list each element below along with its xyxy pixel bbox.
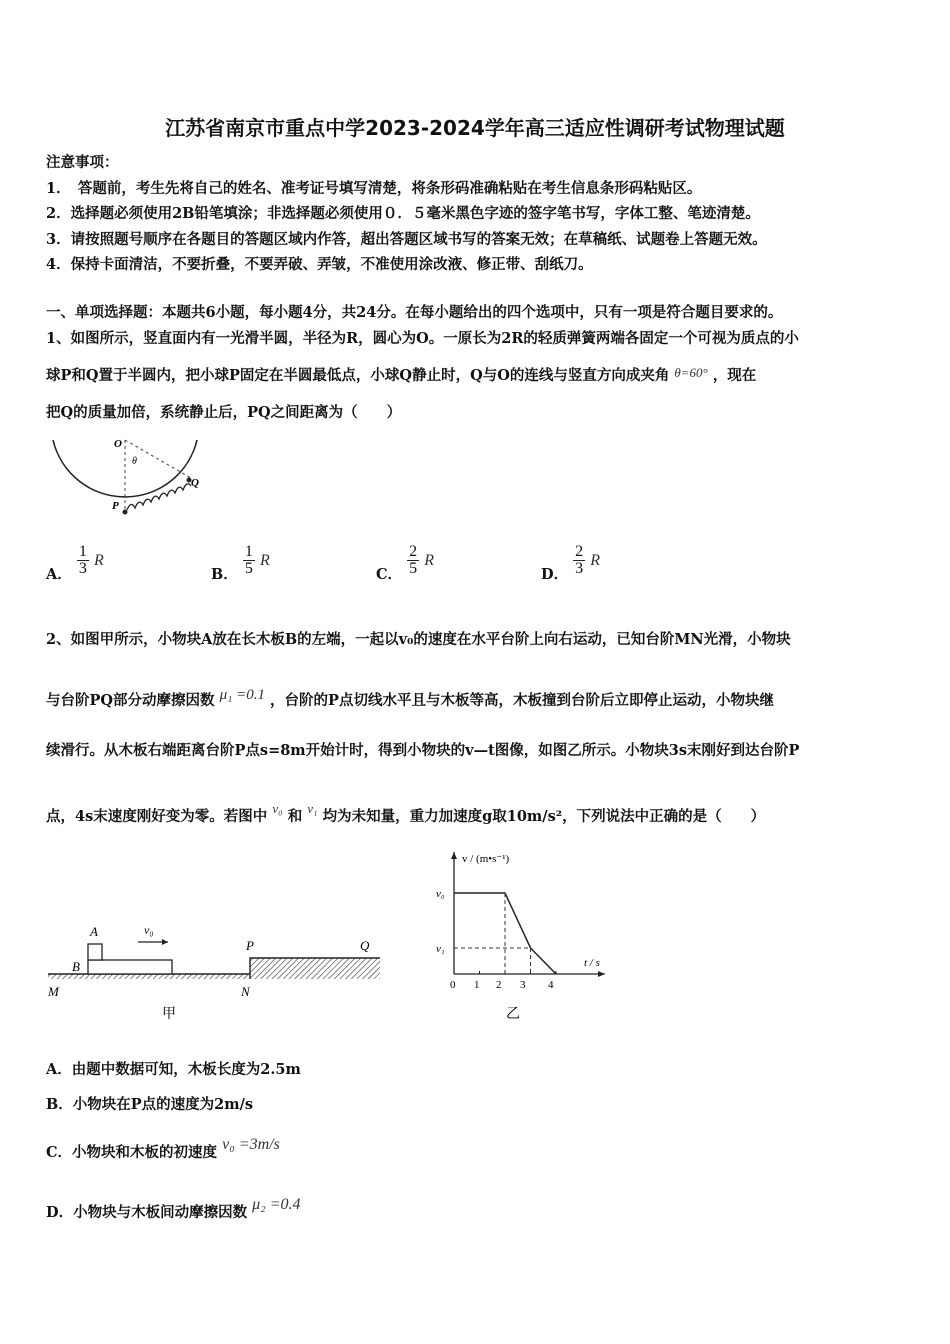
notice-item: 3．请按照题号顺序在各题目的答题区域内作答，超出答题区域书写的答案无效；在草稿纸、试题卷上答题无效。 xyxy=(46,231,767,248)
block-a xyxy=(88,944,102,960)
fraction: $\frac{2}{5}$ xyxy=(409,543,418,577)
fig-jia xyxy=(44,918,389,1028)
q2-line3: 续滑行。从木板右端距离台阶P点s=8m开始计时，得到小物块的v—t图像，如图乙所示。小物块3s末刚好到达台阶P xyxy=(46,742,800,759)
q1-line2 xyxy=(46,364,756,385)
series-line-v xyxy=(454,893,556,974)
arrow-head xyxy=(162,939,168,945)
notice-heading: 注意事项： xyxy=(46,154,119,171)
x-tick-label: 0 xyxy=(450,979,456,991)
fraction: $\frac{1}{5}$ xyxy=(244,543,253,577)
fraction: $\frac{1}{3}$ xyxy=(78,543,87,577)
label-m: M xyxy=(48,984,59,999)
y-axis-arrow xyxy=(451,852,457,859)
ball-p xyxy=(123,510,128,515)
fig-yi-chart xyxy=(420,842,620,1027)
x-tick-label: 1 xyxy=(474,979,480,991)
label-q: Q xyxy=(360,938,370,953)
q1-line3: 把Q的质量加倍，系统静止后，PQ之间距离为（ ） xyxy=(46,404,402,421)
mu1-value: μ₁ =0.1 xyxy=(219,687,265,703)
label-n: N xyxy=(241,984,250,999)
q1-option-b[interactable]: B． $\frac{1}{5}$ R xyxy=(211,543,270,583)
label-v0: v₀ xyxy=(144,923,154,937)
caption-yi: 乙 xyxy=(506,1007,520,1022)
board-b xyxy=(88,960,172,974)
caption-jia: 甲 xyxy=(162,1007,176,1022)
step-pq xyxy=(250,958,380,979)
q1-option-a[interactable]: A． $\frac{1}{3}$ R xyxy=(46,543,104,583)
label-o: O xyxy=(114,438,122,450)
q1-line1: 1、如图所示，竖直面内有一光滑半圆，半径为R，圆心为O。一原长为2R的轻质弹簧两端各固定一个可视为质点的小 xyxy=(46,330,799,347)
q1-figure xyxy=(48,432,208,522)
q2-option-c[interactable]: C．小物块和木板的初速度 v₀ =3m/s xyxy=(46,1136,280,1161)
x-axis-label: t / s xyxy=(584,957,600,969)
label-theta: θ xyxy=(132,456,137,467)
section-heading: 一、单项选择题：本题共6小题，每小题4分，共24分。在每小题给出的四个选项中，只有一项是符合题目要求的。 xyxy=(46,304,783,321)
label-q: Q xyxy=(191,477,199,489)
tick-label-v1: v₁ xyxy=(436,943,445,955)
spring xyxy=(127,484,191,510)
label-a: A xyxy=(90,924,98,939)
q2-line2: 与台阶PQ部分动摩擦因数 μ₁ =0.1 ，台阶的P点切线水平且与木板等高，木板撞到台阶后立即停止运动，小物块继 xyxy=(46,687,774,709)
x-axis-arrow xyxy=(598,971,605,977)
x-tick-label: 2 xyxy=(496,979,502,991)
q2-line1: 2、如图甲所示，小物块A放在长木板B的左端，一起以v₀的速度在水平台阶上向右运动，已知台阶MN光滑，小物块 xyxy=(46,631,791,648)
q1-line2a: 球P和Q置于半圆内，把小球P固定在半圆最低点，小球Q静止时，Q与O的连线与竖直方向成夹角 xyxy=(46,367,670,384)
q1-line2b: ，现在 xyxy=(712,367,757,384)
tick-label-v0: v₀ xyxy=(436,888,445,900)
ground-mn xyxy=(48,974,250,979)
label-p: P xyxy=(246,938,254,953)
q2-line4: 点，4s末速度刚好变为零。若图中 v₀ 和 v₁ 均为未知量，重力加速度g取10m/s²，下列说法中正确的是（ ） xyxy=(46,801,766,825)
notice-item: 1． 答题前，考生先将自己的姓名、准考证号填写清楚，将条形码准确粘贴在考生信息条形码粘贴区。 xyxy=(46,180,702,197)
label-p: P xyxy=(112,500,119,512)
q2-option-b[interactable]: B．小物块在P点的速度为2m/s xyxy=(46,1096,254,1113)
label-b: B xyxy=(72,959,80,974)
x-tick-label: 4 xyxy=(548,979,554,991)
page-title: 江苏省南京市重点中学2023-2024学年高三适应性调研考试物理试题 xyxy=(165,116,785,140)
fraction: $\frac{2}{3}$ xyxy=(575,543,584,577)
theta-value: θ=60° xyxy=(674,365,708,380)
q2-option-a[interactable]: A．由题中数据可知，木板长度为2.5m xyxy=(46,1061,301,1078)
q1-option-c[interactable]: C． $\frac{2}{5}$ R xyxy=(376,543,435,583)
q1-option-d[interactable]: D． $\frac{2}{3}$ R xyxy=(541,543,601,583)
x-tick-label: 3 xyxy=(520,979,526,991)
plot-area xyxy=(454,893,556,974)
notice-item: 2．选择题必须使用2B铅笔填涂；非选择题必须使用０．５毫米黑色字迹的签字笔书写，字体工整、笔迹清楚。 xyxy=(46,205,760,222)
q2-option-d[interactable]: D．小物块与木板间动摩擦因数 μ₂ =0.4 xyxy=(46,1196,301,1221)
notice-item: 4．保持卡面清洁，不要折叠，不要弄破、弄皱，不准使用涂改液、修正带、刮纸刀。 xyxy=(46,256,593,273)
y-axis-label: v / (m•s⁻¹) xyxy=(462,853,510,865)
